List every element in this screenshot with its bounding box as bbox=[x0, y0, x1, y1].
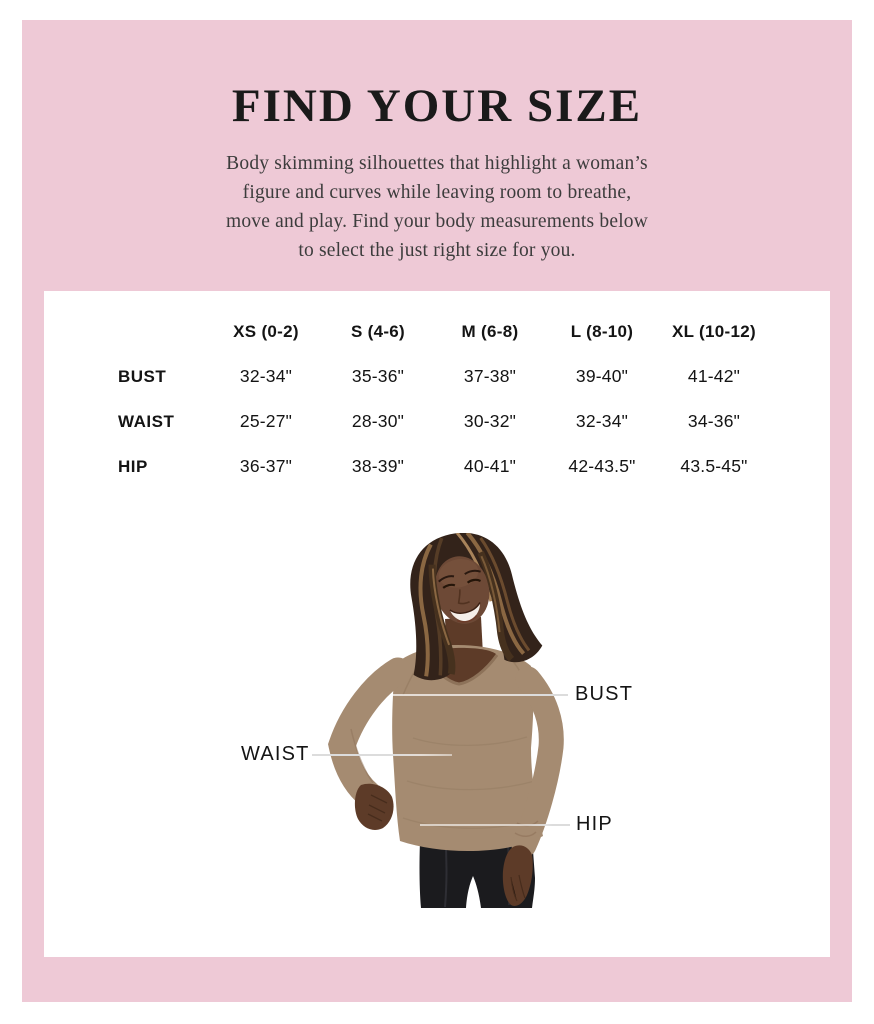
hip-value-m: 40-41" bbox=[463, 456, 517, 476]
waist-callout-line bbox=[312, 754, 452, 756]
size-column-header-l: L (8-10) bbox=[570, 321, 634, 341]
size-column-header-s: S (4-6) bbox=[350, 321, 406, 341]
hero-section bbox=[22, 78, 852, 265]
intro-line: to select the just right size for you. bbox=[298, 240, 576, 261]
row-label-hip: HIP bbox=[118, 456, 148, 476]
size-chart-panel bbox=[44, 291, 830, 957]
waist-value-m: 30-32" bbox=[463, 411, 517, 431]
bust-value-l: 39-40" bbox=[575, 366, 629, 386]
size-column-header-m: M (6-8) bbox=[461, 321, 519, 341]
size-table bbox=[118, 309, 770, 489]
intro-line: Body skimming silhouettes that highlight a woman’s bbox=[226, 153, 648, 174]
page-title: FIND YOUR SIZE bbox=[231, 80, 643, 132]
waist-value-xs: 25-27" bbox=[239, 411, 293, 431]
intro-line: move and play. Find your body measurements below bbox=[225, 211, 649, 232]
model-photo bbox=[295, 533, 640, 908]
size-column-header-xl: XL (10-12) bbox=[672, 321, 756, 341]
row-label-bust: BUST bbox=[118, 366, 167, 386]
intro-line: figure and curves while leaving room to breathe, bbox=[242, 182, 632, 203]
bust-value-m: 37-38" bbox=[463, 366, 517, 386]
waist-value-l: 32-34" bbox=[575, 411, 629, 431]
waist-callout-label: WAIST bbox=[241, 743, 310, 765]
bust-value-xl: 41-42" bbox=[687, 366, 741, 386]
bust-callout-line bbox=[390, 694, 568, 696]
bust-value-xs: 32-34" bbox=[239, 366, 293, 386]
hip-value-xs: 36-37" bbox=[239, 456, 293, 476]
bust-callout-label: BUST bbox=[575, 683, 634, 705]
size-column-header-xs: XS (0-2) bbox=[233, 321, 299, 341]
bust-value-s: 35-36" bbox=[351, 366, 405, 386]
hip-value-xl: 43.5-45" bbox=[680, 456, 748, 476]
row-label-waist: WAIST bbox=[118, 411, 175, 431]
hip-value-l: 42-43.5" bbox=[568, 456, 636, 476]
waist-value-xl: 34-36" bbox=[687, 411, 741, 431]
hip-callout-label: HIP bbox=[576, 813, 613, 835]
hip-value-s: 38-39" bbox=[351, 456, 405, 476]
hip-callout-line bbox=[420, 824, 570, 826]
intro-text bbox=[197, 149, 677, 265]
waist-value-s: 28-30" bbox=[351, 411, 405, 431]
